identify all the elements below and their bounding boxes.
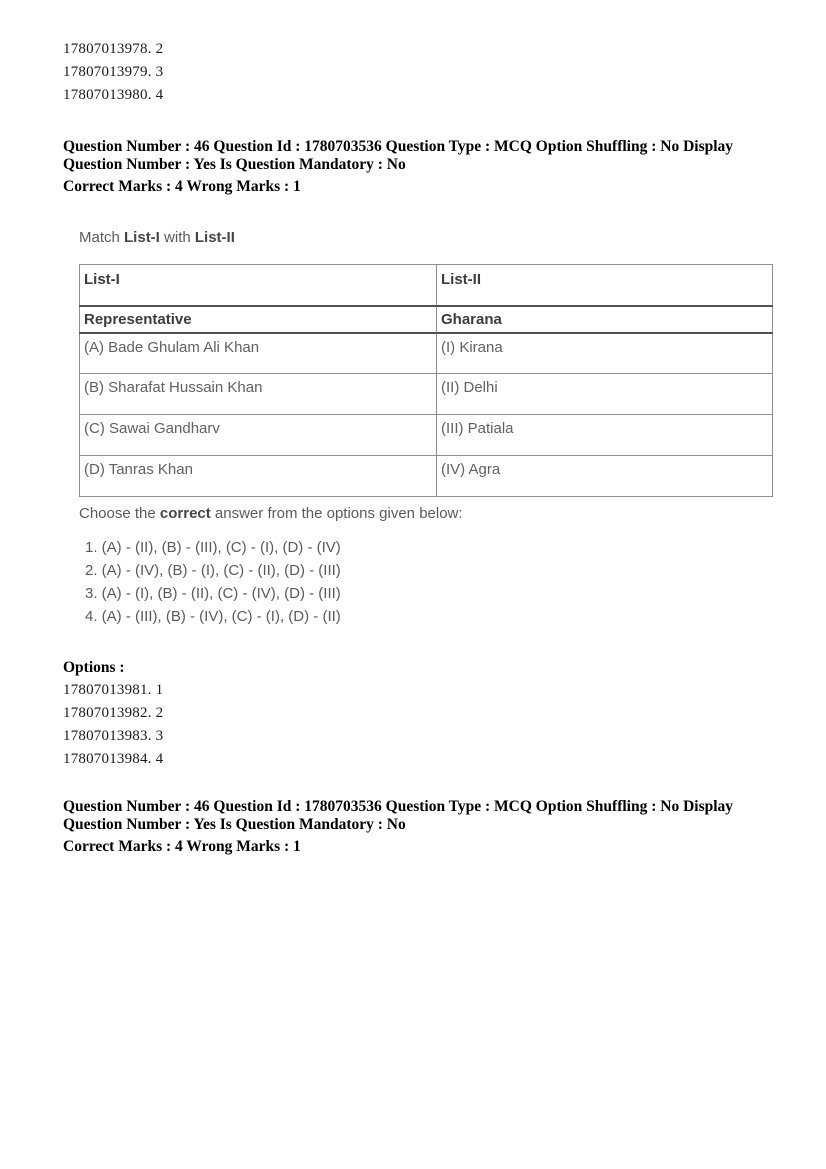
table-row bbox=[80, 333, 773, 374]
table-cell-gharana: (II) Delhi bbox=[437, 374, 773, 415]
question-meta-top bbox=[63, 138, 786, 196]
option-id-line: 17807013984. 4 bbox=[63, 751, 164, 767]
table-cell-gharana: (III) Patiala bbox=[437, 415, 773, 456]
match-text-part: with bbox=[159, 229, 195, 246]
table-cell-gharana: (IV) Agra bbox=[437, 456, 773, 497]
match-text-part: Match bbox=[79, 229, 125, 246]
question-meta-line1: Question Number : 46 Question Id : 1780703536 Question Type : MCQ Option Shuffling : No Display bbox=[63, 798, 734, 815]
table-header-list-2: List-II bbox=[437, 265, 773, 306]
answer-option-1: 1. (A) - (II), (B) - (III), (C) - (I), (D) - (IV) bbox=[85, 539, 341, 556]
correct-emphasis: correct bbox=[159, 505, 211, 522]
options-id-section bbox=[63, 656, 786, 771]
question-meta-line2: Question Number : Yes Is Question Mandatory : No bbox=[63, 156, 406, 173]
option-id-line: 17807013979. 3 bbox=[63, 64, 164, 80]
options-label: Options : bbox=[63, 659, 125, 676]
list-2-label: List-II bbox=[194, 229, 235, 246]
answer-option-4: 4. (A) - (III), (B) - (IV), (C) - (I), (D) - (II) bbox=[85, 608, 341, 625]
option-id-line: 17807013983. 3 bbox=[63, 728, 164, 744]
question-meta-bottom bbox=[63, 798, 786, 856]
answer-option-2: 2. (A) - (IV), (B) - (I), (C) - (II), (D) - (III) bbox=[85, 562, 341, 579]
answer-option-3: 3. (A) - (I), (B) - (II), (C) - (IV), (D) - (III) bbox=[85, 585, 341, 602]
previous-question-option-ids bbox=[63, 38, 786, 107]
table-cell-representative: (B) Sharafat Hussain Khan bbox=[80, 374, 437, 415]
option-id-line: 17807013981. 1 bbox=[63, 682, 164, 698]
choose-instruction bbox=[79, 505, 786, 523]
match-list-table bbox=[79, 264, 773, 497]
table-cell-representative: (A) Bade Ghulam Ali Khan bbox=[80, 333, 437, 374]
table-cell-representative: (D) Tanras Khan bbox=[80, 456, 437, 497]
option-id-line: 17807013978. 2 bbox=[63, 41, 164, 57]
question-marks-line: Correct Marks : 4 Wrong Marks : 1 bbox=[63, 838, 301, 855]
option-id-line: 17807013980. 4 bbox=[63, 87, 164, 103]
table-cell-representative: (C) Sawai Gandharv bbox=[80, 415, 437, 456]
answer-options-list bbox=[79, 536, 786, 628]
choose-text-part: Choose the bbox=[79, 505, 160, 522]
match-instruction bbox=[79, 229, 786, 247]
table-header-list-1: List-I bbox=[80, 265, 437, 306]
table-row bbox=[80, 374, 773, 415]
table-header-gharana: Gharana bbox=[437, 306, 773, 333]
question-meta-line2: Question Number : Yes Is Question Mandatory : No bbox=[63, 816, 406, 833]
question-marks-line: Correct Marks : 4 Wrong Marks : 1 bbox=[63, 178, 301, 195]
table-header-row-categories bbox=[80, 306, 773, 333]
table-header-row-lists bbox=[80, 265, 773, 306]
table-row bbox=[80, 415, 773, 456]
table-cell-gharana: (I) Kirana bbox=[437, 333, 773, 374]
question-body bbox=[79, 229, 786, 628]
option-id-line: 17807013982. 2 bbox=[63, 705, 164, 721]
choose-text-part: answer from the options given below: bbox=[210, 505, 463, 522]
list-1-label: List-I bbox=[124, 229, 160, 246]
question-meta-line1: Question Number : 46 Question Id : 1780703536 Question Type : MCQ Option Shuffling : No Display bbox=[63, 138, 734, 155]
table-header-representative: Representative bbox=[80, 306, 437, 333]
table-row bbox=[80, 456, 773, 497]
